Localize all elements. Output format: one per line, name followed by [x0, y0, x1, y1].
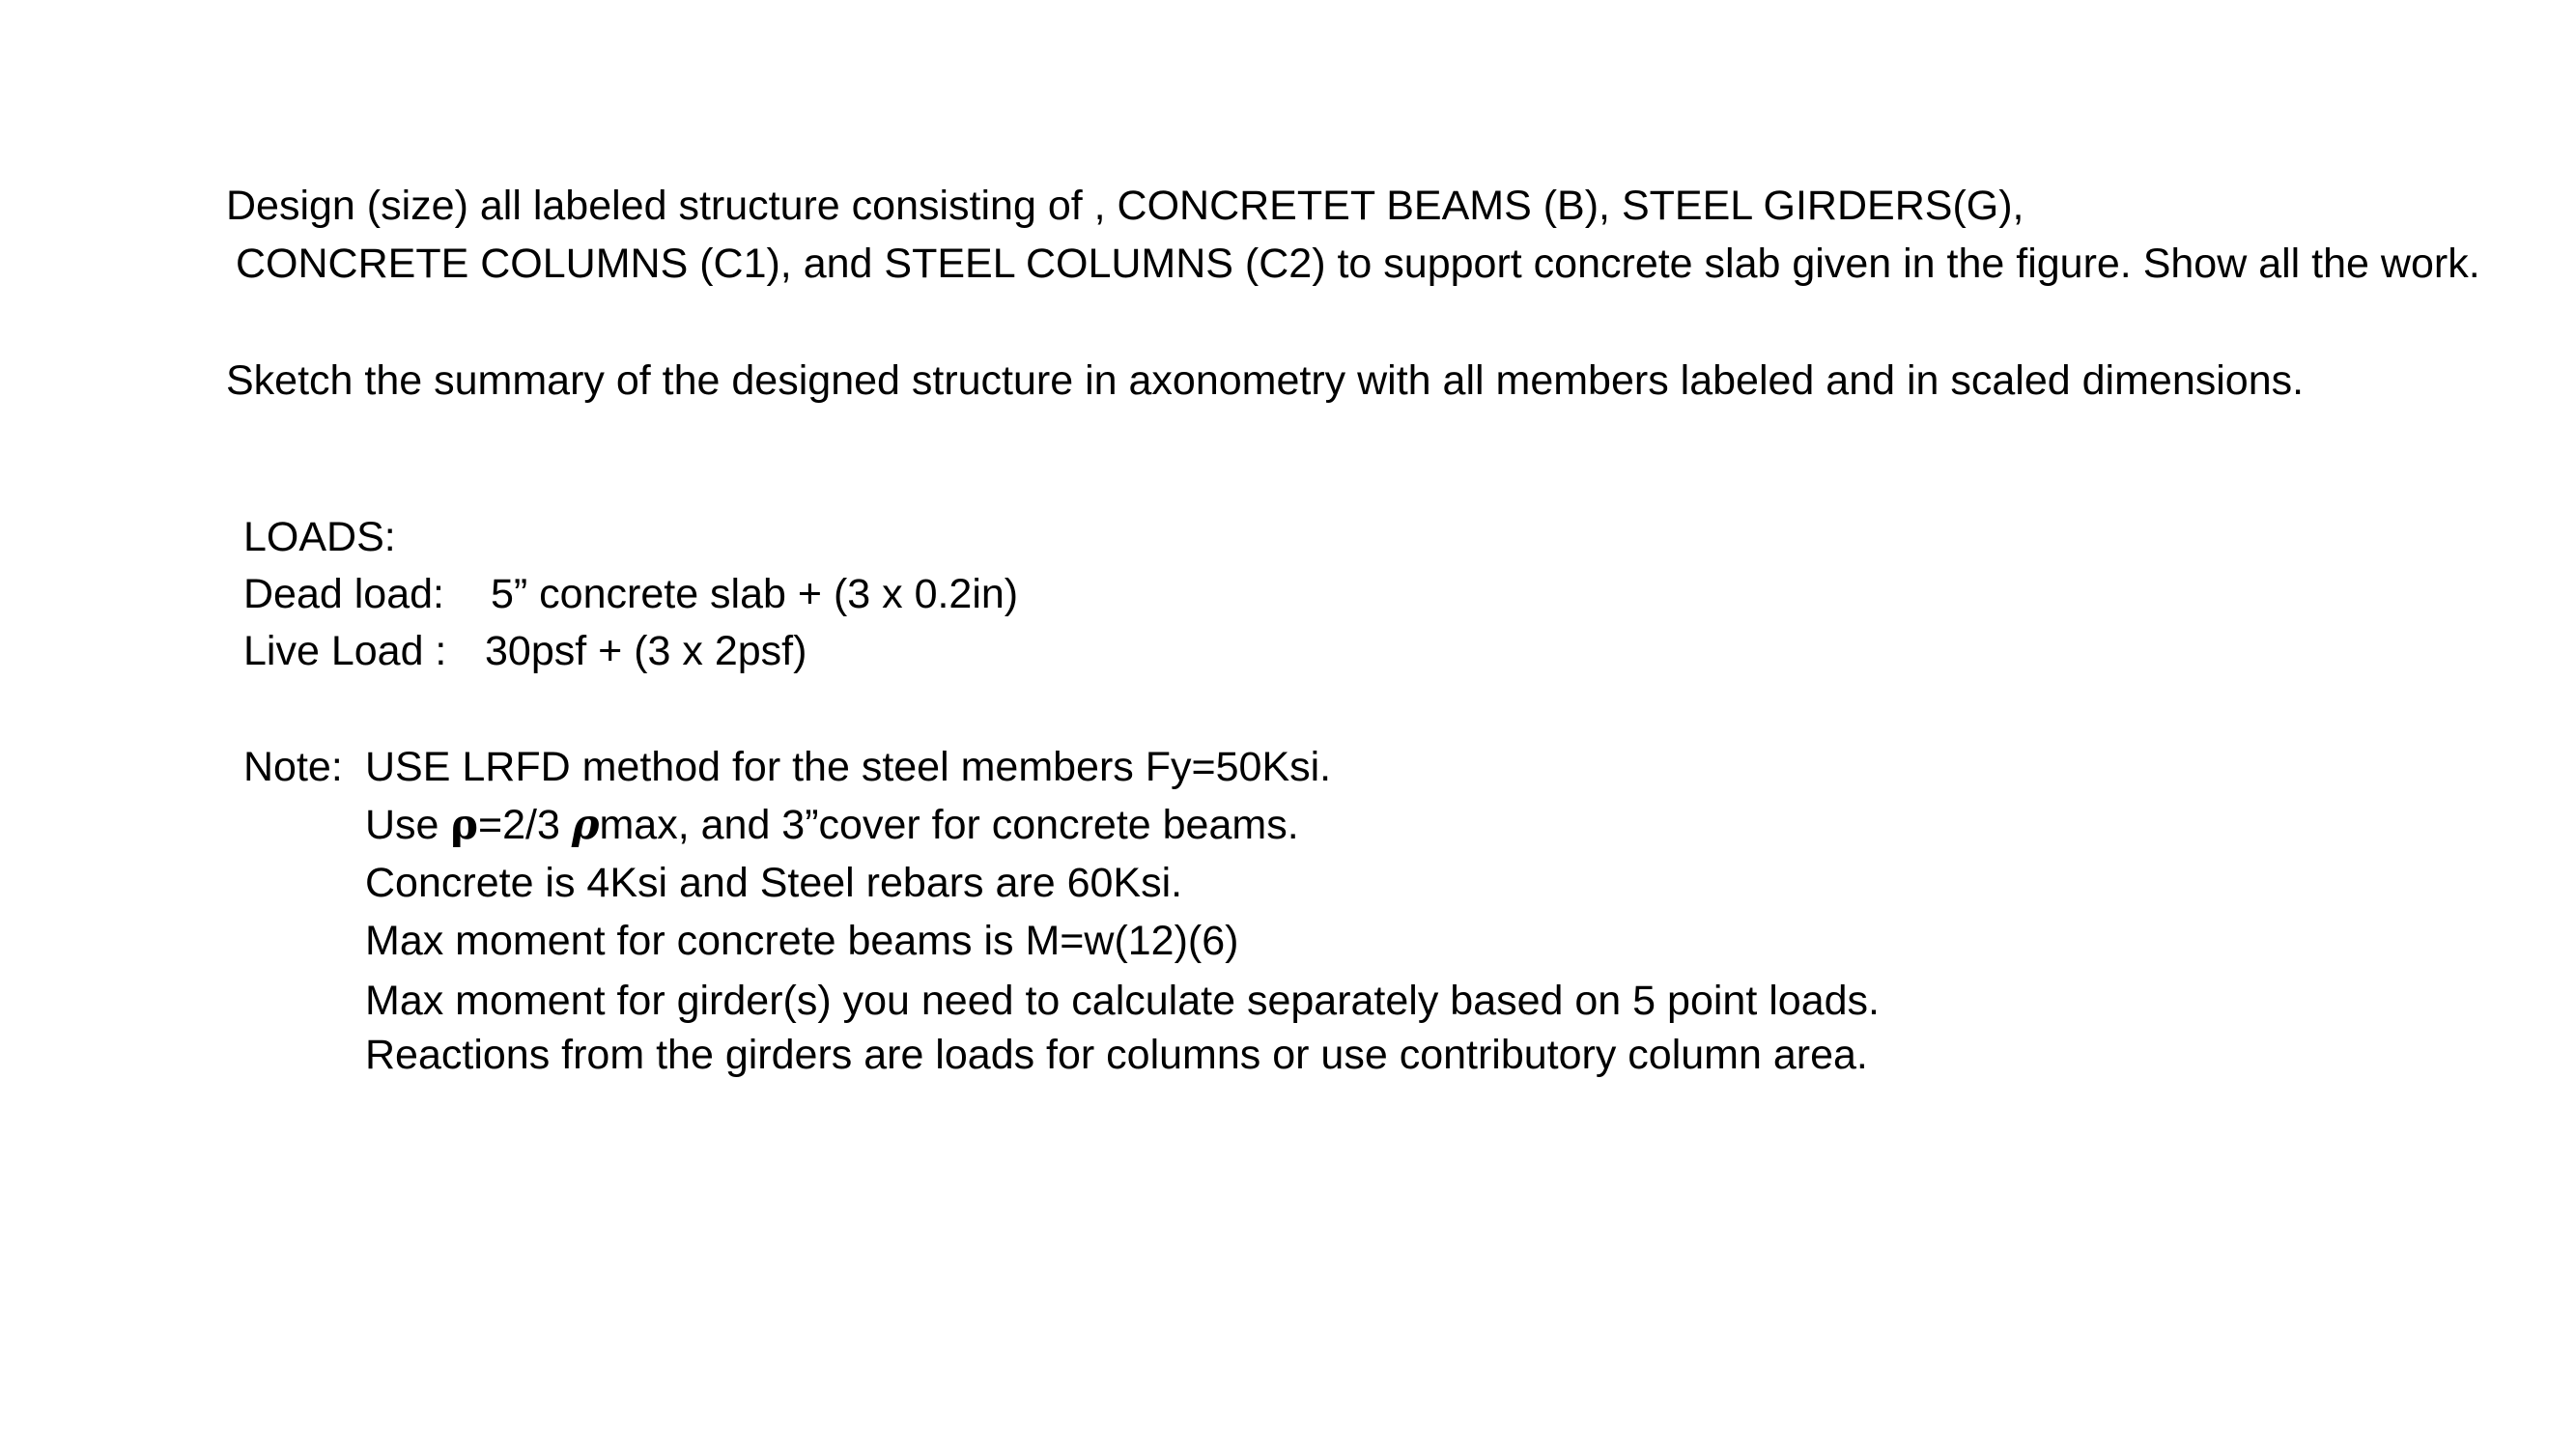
intro-line-1: Design (size) all labeled structure consisting of , CONCRETET BEAMS (B), STEEL GIRDERS(G), — [226, 183, 2024, 229]
rho-symbol: ρ — [450, 801, 479, 849]
sketch-instruction: Sketch the summary of the designed structure in axonometry with all members labeled and in scaled dimensions. — [226, 357, 2305, 404]
note-line-2 — [365, 800, 1299, 850]
note-line-2-suffix: max, and 3”cover for concrete beams. — [599, 802, 1299, 848]
note-line-1: USE LRFD method for the steel members Fy=50Ksi. — [365, 744, 1332, 790]
rho-max-symbol: ρ — [571, 801, 600, 849]
note-line-6: Reactions from the girders are loads for columns or use contributory column area. — [365, 1032, 1868, 1078]
note-line-2-mid: =2/3 — [478, 802, 572, 848]
dead-load-value: 5” concrete slab + (3 x 0.2in) — [491, 571, 1019, 617]
note-line-5: Max moment for girder(s) you need to calculate separately based on 5 point loads. — [365, 978, 1880, 1024]
note-line-2-prefix: Use — [365, 802, 451, 848]
note-line-4: Max moment for concrete beams is M=w(12)(6) — [365, 918, 1239, 964]
note-line-3: Concrete is 4Ksi and Steel rebars are 60Ksi. — [365, 860, 1183, 906]
live-load-label: Live Load : — [243, 628, 447, 674]
loads-heading: LOADS: — [243, 514, 396, 560]
dead-load-label: Dead load: — [243, 571, 444, 617]
intro-line-2: CONCRETE COLUMNS (C1), and STEEL COLUMNS (C2) to support concrete slab given in the figure. Show all the work. — [236, 241, 2480, 287]
live-load-value: 30psf + (3 x 2psf) — [485, 628, 807, 674]
note-label: Note: — [243, 744, 343, 790]
